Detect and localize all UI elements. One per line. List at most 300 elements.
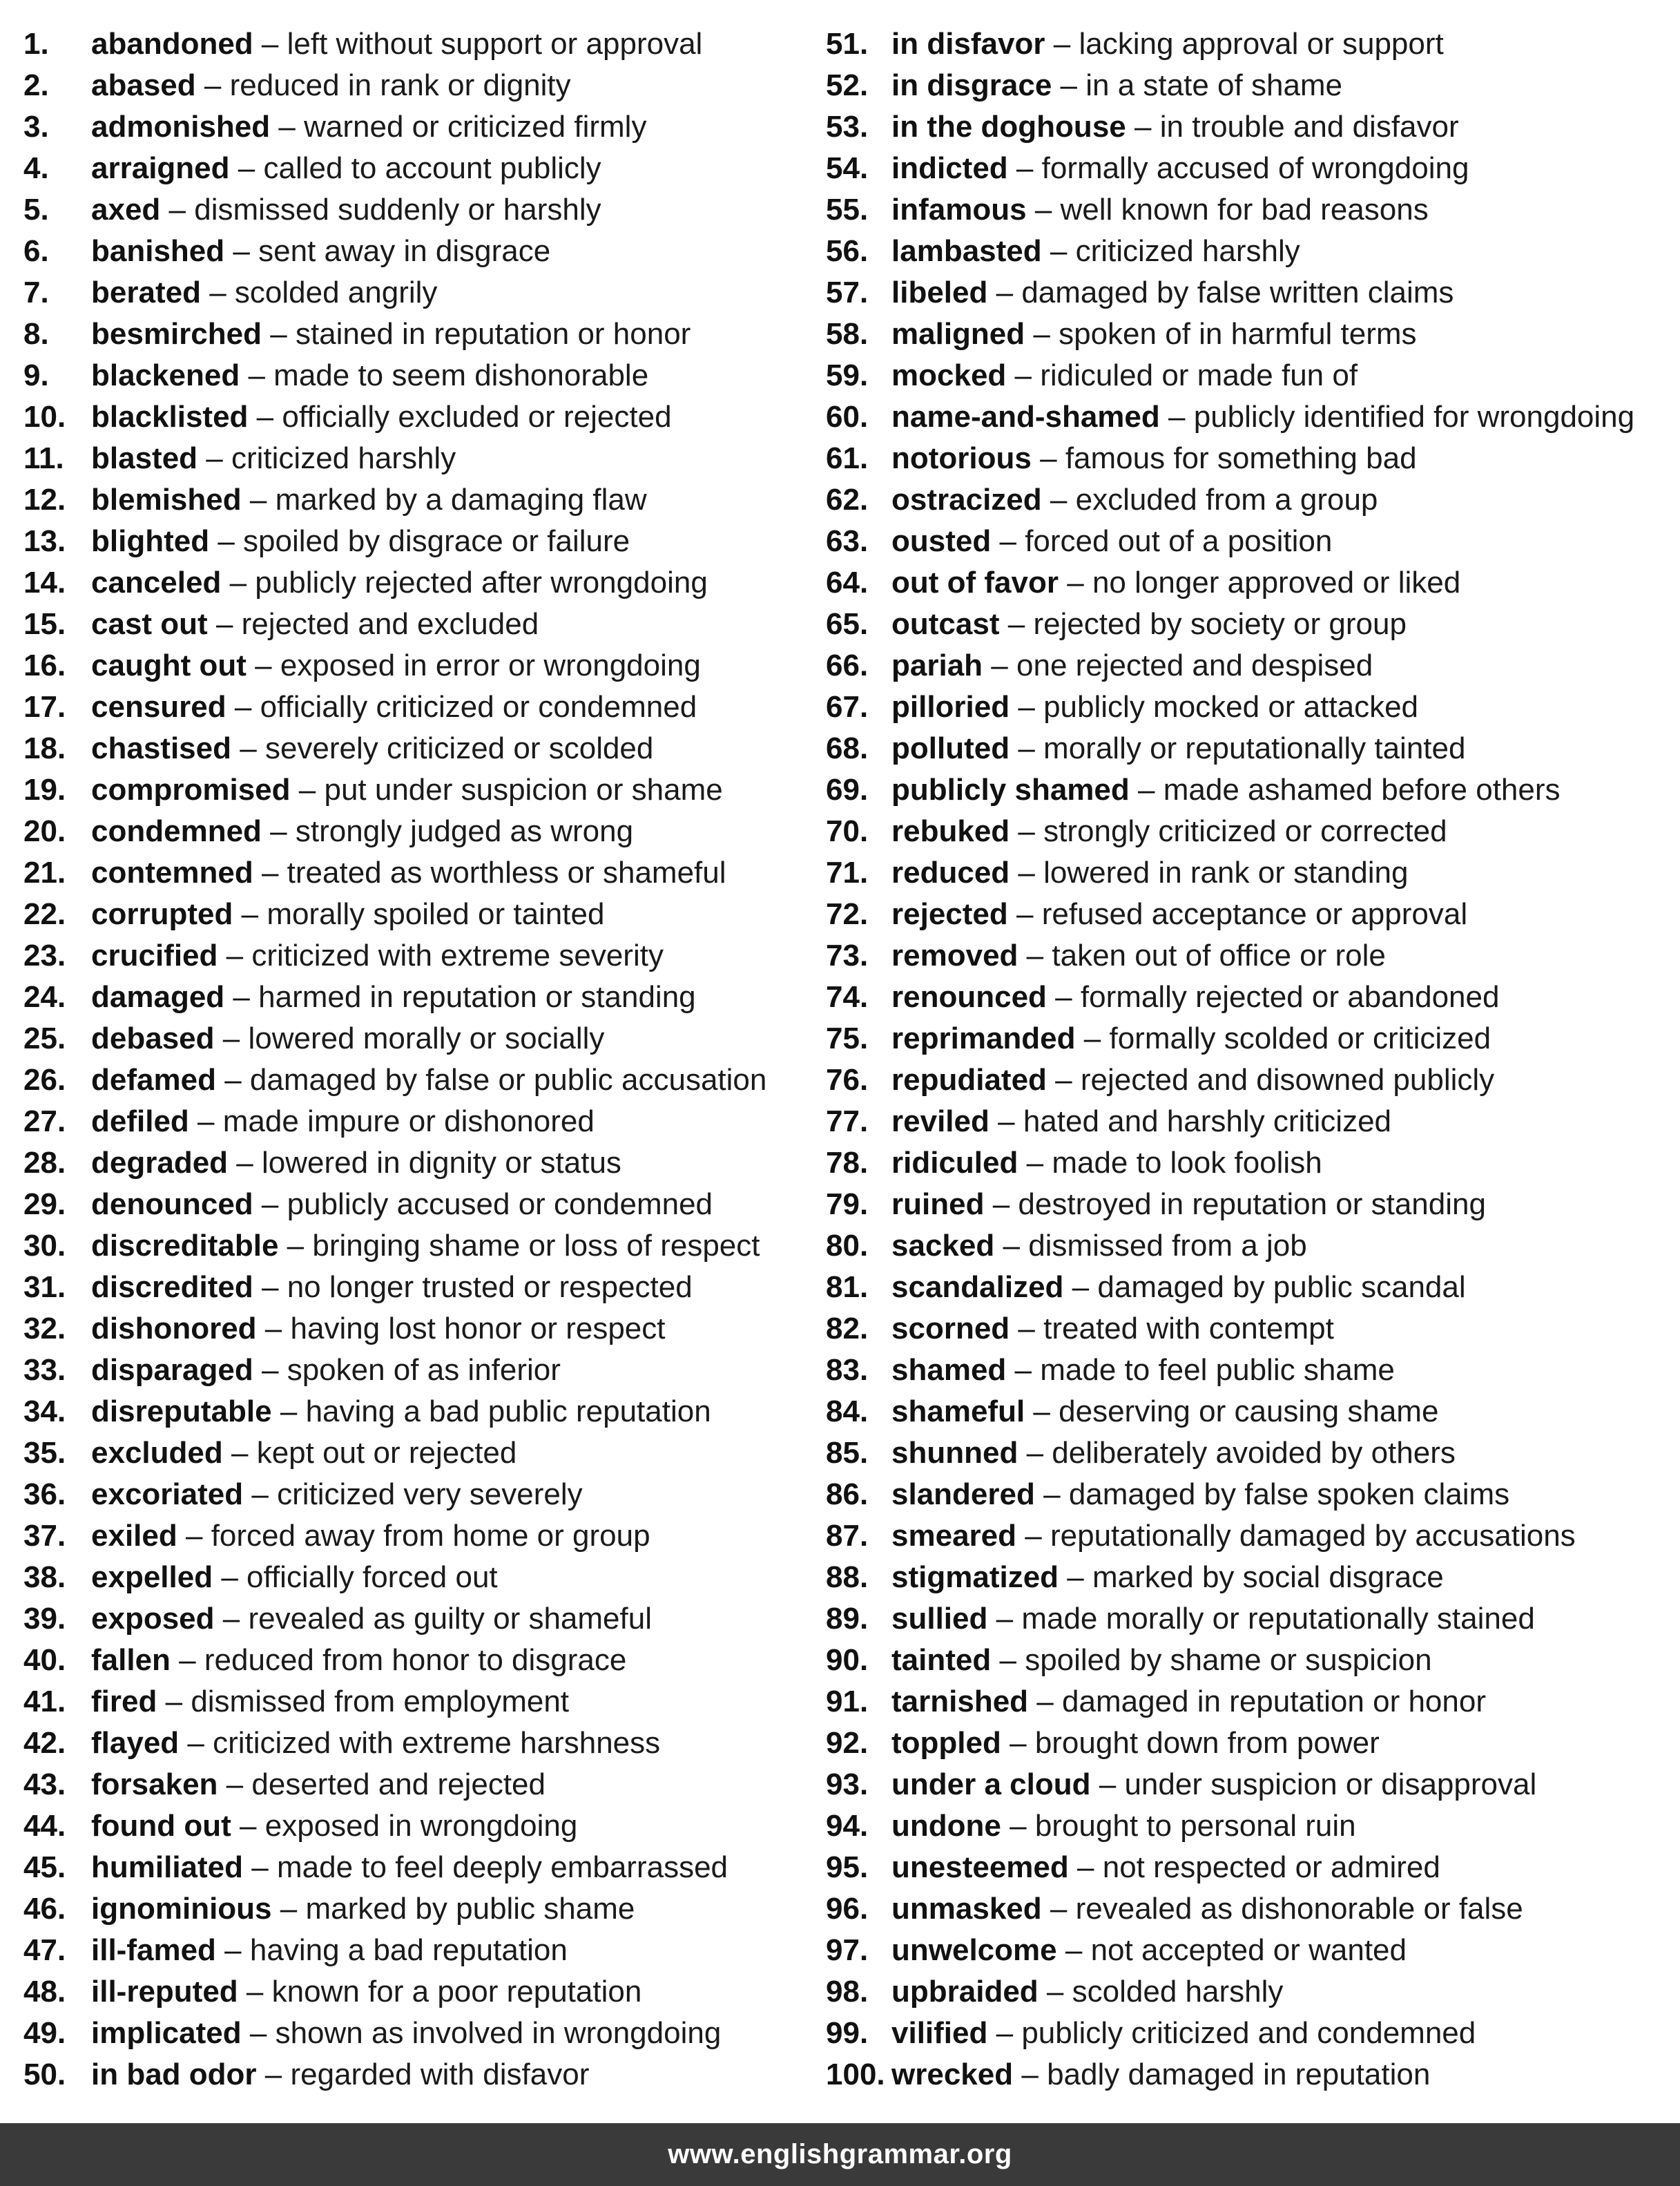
- item-definition: rejected by society or group: [1033, 607, 1407, 641]
- item-number: 67.: [826, 690, 869, 724]
- item-definition: dismissed suddenly or harshly: [194, 193, 601, 227]
- list-item: [826, 1225, 1675, 1267]
- list-item: [826, 1350, 1675, 1391]
- item-text: [91, 521, 630, 562]
- item-separator: –: [204, 68, 222, 102]
- list-item: [826, 1640, 1675, 1681]
- item-term: tainted: [891, 1643, 992, 1677]
- item-number: 4.: [23, 151, 49, 185]
- item-definition: made ashamed before others: [1163, 773, 1561, 807]
- list-item: [826, 1474, 1675, 1515]
- item-separator: –: [1018, 1312, 1035, 1345]
- item-term: in bad odor: [91, 2058, 257, 2091]
- item-text: [891, 231, 1300, 272]
- item-definition: regarded with disfavor: [290, 2058, 590, 2091]
- item-text: [891, 687, 1418, 728]
- item-text: [91, 2054, 589, 2096]
- item-term: defiled: [91, 1104, 189, 1138]
- list-item: [826, 977, 1675, 1018]
- item-number: 18.: [23, 731, 66, 765]
- item-text: [91, 1640, 626, 1681]
- item-term: forsaken: [91, 1767, 218, 1801]
- item-number: 92.: [826, 1726, 869, 1760]
- item-term: arraigned: [91, 151, 230, 185]
- item-term: canceled: [91, 566, 222, 600]
- list-item: [23, 148, 818, 189]
- item-number: 72.: [826, 897, 869, 931]
- item-definition: strongly judged as wrong: [295, 814, 634, 848]
- item-text: [891, 1184, 1486, 1225]
- item-number: 96.: [826, 1892, 869, 1926]
- item-term: ill-famed: [91, 1933, 216, 1967]
- item-text: [91, 272, 437, 314]
- list-item: [826, 355, 1675, 396]
- item-term: besmirched: [91, 317, 262, 351]
- item-term: blasted: [91, 441, 198, 475]
- list-item: [826, 1018, 1675, 1060]
- item-definition: in trouble and disfavor: [1159, 110, 1459, 144]
- item-separator: –: [240, 731, 257, 765]
- item-term: ostracized: [891, 483, 1042, 517]
- footer-bar: [0, 2123, 1680, 2186]
- item-definition: forced out of a position: [1025, 524, 1333, 558]
- item-separator: –: [251, 1477, 269, 1511]
- item-term: reviled: [891, 1104, 989, 1138]
- item-term: reprimanded: [891, 1022, 1076, 1055]
- item-term: excoriated: [91, 1477, 244, 1511]
- item-separator: –: [1099, 1767, 1117, 1801]
- item-text: [91, 148, 601, 189]
- item-text: [891, 189, 1429, 231]
- list-item: [826, 106, 1675, 148]
- item-separator: –: [1018, 814, 1035, 848]
- item-separator: –: [234, 690, 252, 724]
- list-item: [826, 1723, 1675, 1764]
- item-definition: criticized harshly: [231, 441, 456, 475]
- item-text: [91, 396, 672, 438]
- list-item: [23, 1557, 818, 1598]
- item-separator: –: [165, 1685, 183, 1718]
- item-term: name-and-shamed: [891, 400, 1160, 434]
- item-separator: –: [1065, 1933, 1083, 1967]
- item-text: [91, 1432, 516, 1474]
- item-number: 91.: [826, 1685, 869, 1718]
- item-term: humiliated: [91, 1850, 244, 1884]
- item-term: maligned: [891, 317, 1025, 351]
- item-number: 87.: [826, 1519, 869, 1553]
- item-definition: no longer trusted or respected: [287, 1270, 693, 1304]
- item-definition: morally spoiled or tainted: [267, 897, 605, 931]
- list-item: [23, 1432, 818, 1474]
- item-text: [91, 65, 571, 106]
- item-number: 10.: [23, 400, 66, 434]
- item-separator: –: [1033, 1394, 1050, 1428]
- item-separator: –: [1026, 1146, 1044, 1180]
- item-term: chastised: [91, 731, 231, 765]
- item-term: libeled: [891, 276, 988, 309]
- item-definition: reduced in rank or dignity: [229, 68, 571, 102]
- item-text: [891, 106, 1459, 148]
- item-text: [891, 604, 1407, 645]
- list-item: [23, 65, 818, 106]
- item-number: 50.: [23, 2058, 66, 2091]
- list-item: [826, 23, 1675, 65]
- item-text: [91, 1764, 545, 1805]
- item-separator: –: [999, 524, 1016, 558]
- item-number: 66.: [826, 649, 869, 682]
- list-item: [23, 355, 818, 396]
- item-number: 75.: [826, 1022, 869, 1055]
- item-separator: –: [255, 649, 272, 682]
- item-definition: badly damaged in reputation: [1047, 2058, 1431, 2091]
- item-text: [91, 1308, 666, 1350]
- item-term: blemished: [91, 483, 242, 517]
- item-term: polluted: [891, 731, 1010, 765]
- item-number: 90.: [826, 1643, 869, 1677]
- item-term: shamed: [891, 1353, 1007, 1387]
- item-text: [91, 1391, 711, 1432]
- item-term: implicated: [91, 2016, 242, 2050]
- item-text: [891, 1598, 1535, 1640]
- item-number: 89.: [826, 1602, 869, 1636]
- list-item: [23, 811, 818, 852]
- item-text: [91, 1681, 569, 1723]
- item-definition: publicly accused or condemned: [287, 1187, 713, 1221]
- item-text: [91, 562, 708, 604]
- list-item: [826, 811, 1675, 852]
- item-text: [891, 438, 1417, 479]
- item-term: reduced: [891, 856, 1010, 890]
- list-item: [23, 1723, 818, 1764]
- item-definition: under suspicion or disapproval: [1124, 1767, 1537, 1801]
- item-number: 7.: [23, 276, 49, 309]
- item-definition: officially excluded or rejected: [282, 400, 672, 434]
- item-text: [891, 1101, 1391, 1142]
- item-term: in the doghouse: [891, 110, 1126, 144]
- item-text: [891, 977, 1499, 1018]
- list-item: [826, 189, 1675, 231]
- item-number: 24.: [23, 980, 66, 1014]
- item-text: [91, 1184, 713, 1225]
- item-separator: –: [1050, 1892, 1068, 1926]
- item-separator: –: [298, 773, 316, 807]
- item-definition: damaged by false written claims: [1021, 276, 1454, 309]
- item-definition: dismissed from a job: [1028, 1229, 1307, 1263]
- item-number: 46.: [23, 1892, 66, 1926]
- item-separator: –: [261, 1270, 279, 1304]
- item-separator: –: [1026, 1436, 1044, 1470]
- item-number: 73.: [826, 939, 869, 972]
- item-separator: –: [218, 524, 235, 558]
- item-separator: –: [1040, 441, 1057, 475]
- item-number: 17.: [23, 690, 66, 724]
- item-separator: –: [1067, 1560, 1084, 1594]
- item-separator: –: [1021, 2058, 1039, 2091]
- item-term: denounced: [91, 1187, 253, 1221]
- item-text: [91, 1474, 583, 1515]
- item-number: 71.: [826, 856, 869, 890]
- item-text: [891, 769, 1561, 811]
- item-number: 69.: [826, 773, 869, 807]
- item-term: crucified: [91, 939, 218, 972]
- item-separator: –: [264, 2058, 282, 2091]
- item-separator: –: [1016, 897, 1034, 931]
- item-number: 42.: [23, 1726, 66, 1760]
- item-separator: –: [1055, 1063, 1072, 1097]
- item-definition: lowered in dignity or status: [262, 1146, 621, 1180]
- item-separator: –: [168, 193, 186, 227]
- item-term: publicly shamed: [891, 773, 1130, 807]
- list-item: [826, 1971, 1675, 2013]
- item-number: 31.: [23, 1270, 66, 1304]
- list-item: [826, 1432, 1675, 1474]
- item-definition: refused acceptance or approval: [1041, 897, 1468, 931]
- item-separator: –: [249, 483, 267, 517]
- list-item: [23, 1681, 818, 1723]
- item-number: 100.: [826, 2058, 885, 2091]
- item-text: [891, 811, 1447, 852]
- item-number: 80.: [826, 1229, 869, 1263]
- item-number: 76.: [826, 1063, 869, 1097]
- item-definition: reduced from honor to disgrace: [204, 1643, 627, 1677]
- item-separator: –: [1018, 731, 1035, 765]
- item-term: unesteemed: [891, 1850, 1069, 1884]
- item-text: [91, 1930, 568, 1971]
- list-item: [826, 1391, 1675, 1432]
- item-term: vilified: [891, 2016, 988, 2050]
- item-definition: spoiled by disgrace or failure: [243, 524, 630, 558]
- item-number: 52.: [826, 68, 869, 102]
- item-text: [91, 1971, 641, 2013]
- item-separator: –: [224, 1063, 242, 1097]
- item-term: sacked: [891, 1229, 995, 1263]
- list-item: [23, 1474, 818, 1515]
- item-text: [891, 1847, 1440, 1888]
- item-term: blighted: [91, 524, 210, 558]
- item-definition: publicly criticized and condemned: [1021, 2016, 1476, 2050]
- item-number: 68.: [826, 731, 869, 765]
- item-number: 49.: [23, 2016, 66, 2050]
- list-item: [23, 1847, 818, 1888]
- item-term: wrecked: [891, 2058, 1014, 2091]
- item-number: 32.: [23, 1312, 66, 1345]
- item-separator: –: [179, 1643, 196, 1677]
- item-separator: –: [249, 2016, 267, 2050]
- list-item: [23, 1308, 818, 1350]
- item-number: 70.: [826, 814, 869, 848]
- item-definition: formally scolded or criticized: [1109, 1022, 1491, 1055]
- list-item: [23, 396, 818, 438]
- item-definition: bringing shame or loss of respect: [312, 1229, 760, 1263]
- item-text: [891, 645, 1373, 687]
- item-definition: brought to personal ruin: [1034, 1809, 1356, 1843]
- item-separator: –: [246, 1975, 264, 2008]
- item-number: 26.: [23, 1063, 66, 1097]
- item-definition: damaged by false spoken claims: [1068, 1477, 1510, 1511]
- item-text: [891, 1515, 1576, 1557]
- item-text: [891, 1640, 1432, 1681]
- item-definition: marked by social disgrace: [1092, 1560, 1444, 1594]
- item-separator: –: [256, 400, 274, 434]
- list-item: [826, 1184, 1675, 1225]
- item-number: 56.: [826, 234, 869, 268]
- list-item: [23, 521, 818, 562]
- item-text: [91, 728, 653, 769]
- item-text: [91, 935, 664, 977]
- item-definition: made to seem dishonorable: [273, 358, 649, 392]
- list-item: [23, 1225, 818, 1267]
- item-definition: kept out or rejected: [256, 1436, 517, 1470]
- list-item: [826, 2054, 1675, 2096]
- item-text: [91, 314, 691, 355]
- list-item: [826, 852, 1675, 894]
- item-term: ridiculed: [891, 1146, 1018, 1180]
- item-term: damaged: [91, 980, 225, 1014]
- item-separator: –: [1016, 151, 1034, 185]
- item-separator: –: [1046, 1975, 1064, 2008]
- item-number: 84.: [826, 1394, 869, 1428]
- item-number: 35.: [23, 1436, 66, 1470]
- item-number: 94.: [826, 1809, 869, 1843]
- item-definition: scolded harshly: [1072, 1975, 1284, 2008]
- item-term: tarnished: [891, 1685, 1029, 1718]
- item-number: 33.: [23, 1353, 66, 1387]
- list-item: [826, 479, 1675, 521]
- list-item: [23, 2054, 818, 2096]
- item-term: flayed: [91, 1726, 180, 1760]
- list-item: [23, 687, 818, 728]
- item-text: [91, 479, 647, 521]
- item-text: [91, 687, 697, 728]
- item-text: [891, 314, 1417, 355]
- item-number: 85.: [826, 1436, 869, 1470]
- item-term: caught out: [91, 649, 247, 682]
- item-definition: made to look foolish: [1052, 1146, 1322, 1180]
- item-text: [891, 2013, 1476, 2054]
- item-number: 99.: [826, 2016, 869, 2050]
- item-number: 29.: [23, 1187, 66, 1221]
- item-separator: –: [998, 1104, 1015, 1138]
- item-term: under a cloud: [891, 1767, 1091, 1801]
- item-text: [891, 1142, 1322, 1184]
- item-definition: not respected or admired: [1102, 1850, 1440, 1884]
- footer-url[interactable]: www.englishgrammar.org: [668, 2139, 1012, 2169]
- item-definition: spoken of in harmful terms: [1059, 317, 1417, 351]
- item-term: shunned: [891, 1436, 1018, 1470]
- item-number: 25.: [23, 1022, 66, 1055]
- item-separator: –: [996, 2016, 1014, 2050]
- list-item: [23, 935, 818, 977]
- item-number: 79.: [826, 1187, 869, 1221]
- item-number: 5.: [23, 193, 49, 227]
- item-text: [91, 1225, 760, 1267]
- list-item: [826, 1060, 1675, 1101]
- item-text: [891, 935, 1386, 977]
- item-term: abandoned: [91, 27, 253, 61]
- item-text: [91, 645, 701, 687]
- item-definition: formally rejected or abandoned: [1080, 980, 1500, 1014]
- item-definition: having a bad public reputation: [305, 1394, 711, 1428]
- item-separator: –: [238, 151, 255, 185]
- item-term: lambasted: [891, 234, 1042, 268]
- item-number: 30.: [23, 1229, 66, 1263]
- item-term: abased: [91, 68, 196, 102]
- item-number: 20.: [23, 814, 66, 848]
- item-separator: –: [261, 1353, 279, 1387]
- item-text: [91, 189, 601, 231]
- item-term: discreditable: [91, 1229, 279, 1263]
- item-number: 21.: [23, 856, 66, 890]
- list-item: [23, 1640, 818, 1681]
- list-item: [826, 521, 1675, 562]
- item-term: removed: [891, 939, 1018, 972]
- item-term: banished: [91, 234, 225, 268]
- item-separator: –: [270, 814, 287, 848]
- item-term: dishonored: [91, 1312, 257, 1345]
- list-item: [826, 1681, 1675, 1723]
- item-text: [91, 769, 723, 811]
- item-number: 51.: [826, 27, 869, 61]
- item-definition: having a bad reputation: [249, 1933, 568, 1967]
- item-term: exposed: [91, 1602, 215, 1636]
- list-item: [826, 1308, 1675, 1350]
- item-separator: –: [992, 1187, 1010, 1221]
- item-definition: dismissed from employment: [191, 1685, 570, 1718]
- item-separator: –: [1135, 110, 1152, 144]
- item-term: renounced: [891, 980, 1047, 1014]
- item-term: ousted: [891, 524, 992, 558]
- item-text: [891, 894, 1467, 935]
- list-item: [23, 1101, 818, 1142]
- item-definition: scolded angrily: [234, 276, 438, 309]
- item-definition: damaged by public scandal: [1097, 1270, 1466, 1304]
- item-definition: rejected and excluded: [241, 607, 539, 641]
- item-separator: –: [261, 1187, 279, 1221]
- list-item: [23, 438, 818, 479]
- item-number: 28.: [23, 1146, 66, 1180]
- item-text: [891, 1018, 1491, 1060]
- list-item: [23, 1018, 818, 1060]
- item-text: [891, 1557, 1444, 1598]
- list-item: [826, 645, 1675, 687]
- item-text: [91, 1018, 604, 1060]
- item-definition: brought down from power: [1034, 1726, 1380, 1760]
- item-term: corrupted: [91, 897, 233, 931]
- item-separator: –: [236, 1146, 253, 1180]
- item-definition: marked by a damaging flaw: [275, 483, 647, 517]
- item-separator: –: [1050, 234, 1068, 268]
- list-item: [826, 1847, 1675, 1888]
- item-term: sullied: [891, 1602, 988, 1636]
- item-number: 41.: [23, 1685, 66, 1718]
- item-number: 81.: [826, 1270, 869, 1304]
- item-text: [891, 1681, 1486, 1723]
- list-item: [826, 1888, 1675, 1930]
- list-item: [23, 1060, 818, 1101]
- item-definition: publicly rejected after wrongdoing: [255, 566, 708, 600]
- item-definition: made to feel deeply embarrassed: [276, 1850, 728, 1884]
- list-item: [826, 1515, 1675, 1557]
- item-text: [891, 1225, 1307, 1267]
- item-separator: –: [248, 358, 265, 392]
- item-number: 62.: [826, 483, 869, 517]
- list-item: [826, 396, 1675, 438]
- item-term: scandalized: [891, 1270, 1064, 1304]
- list-item: [23, 314, 818, 355]
- item-term: expelled: [91, 1560, 213, 1594]
- item-term: in disfavor: [891, 27, 1045, 61]
- item-term: fallen: [91, 1643, 171, 1677]
